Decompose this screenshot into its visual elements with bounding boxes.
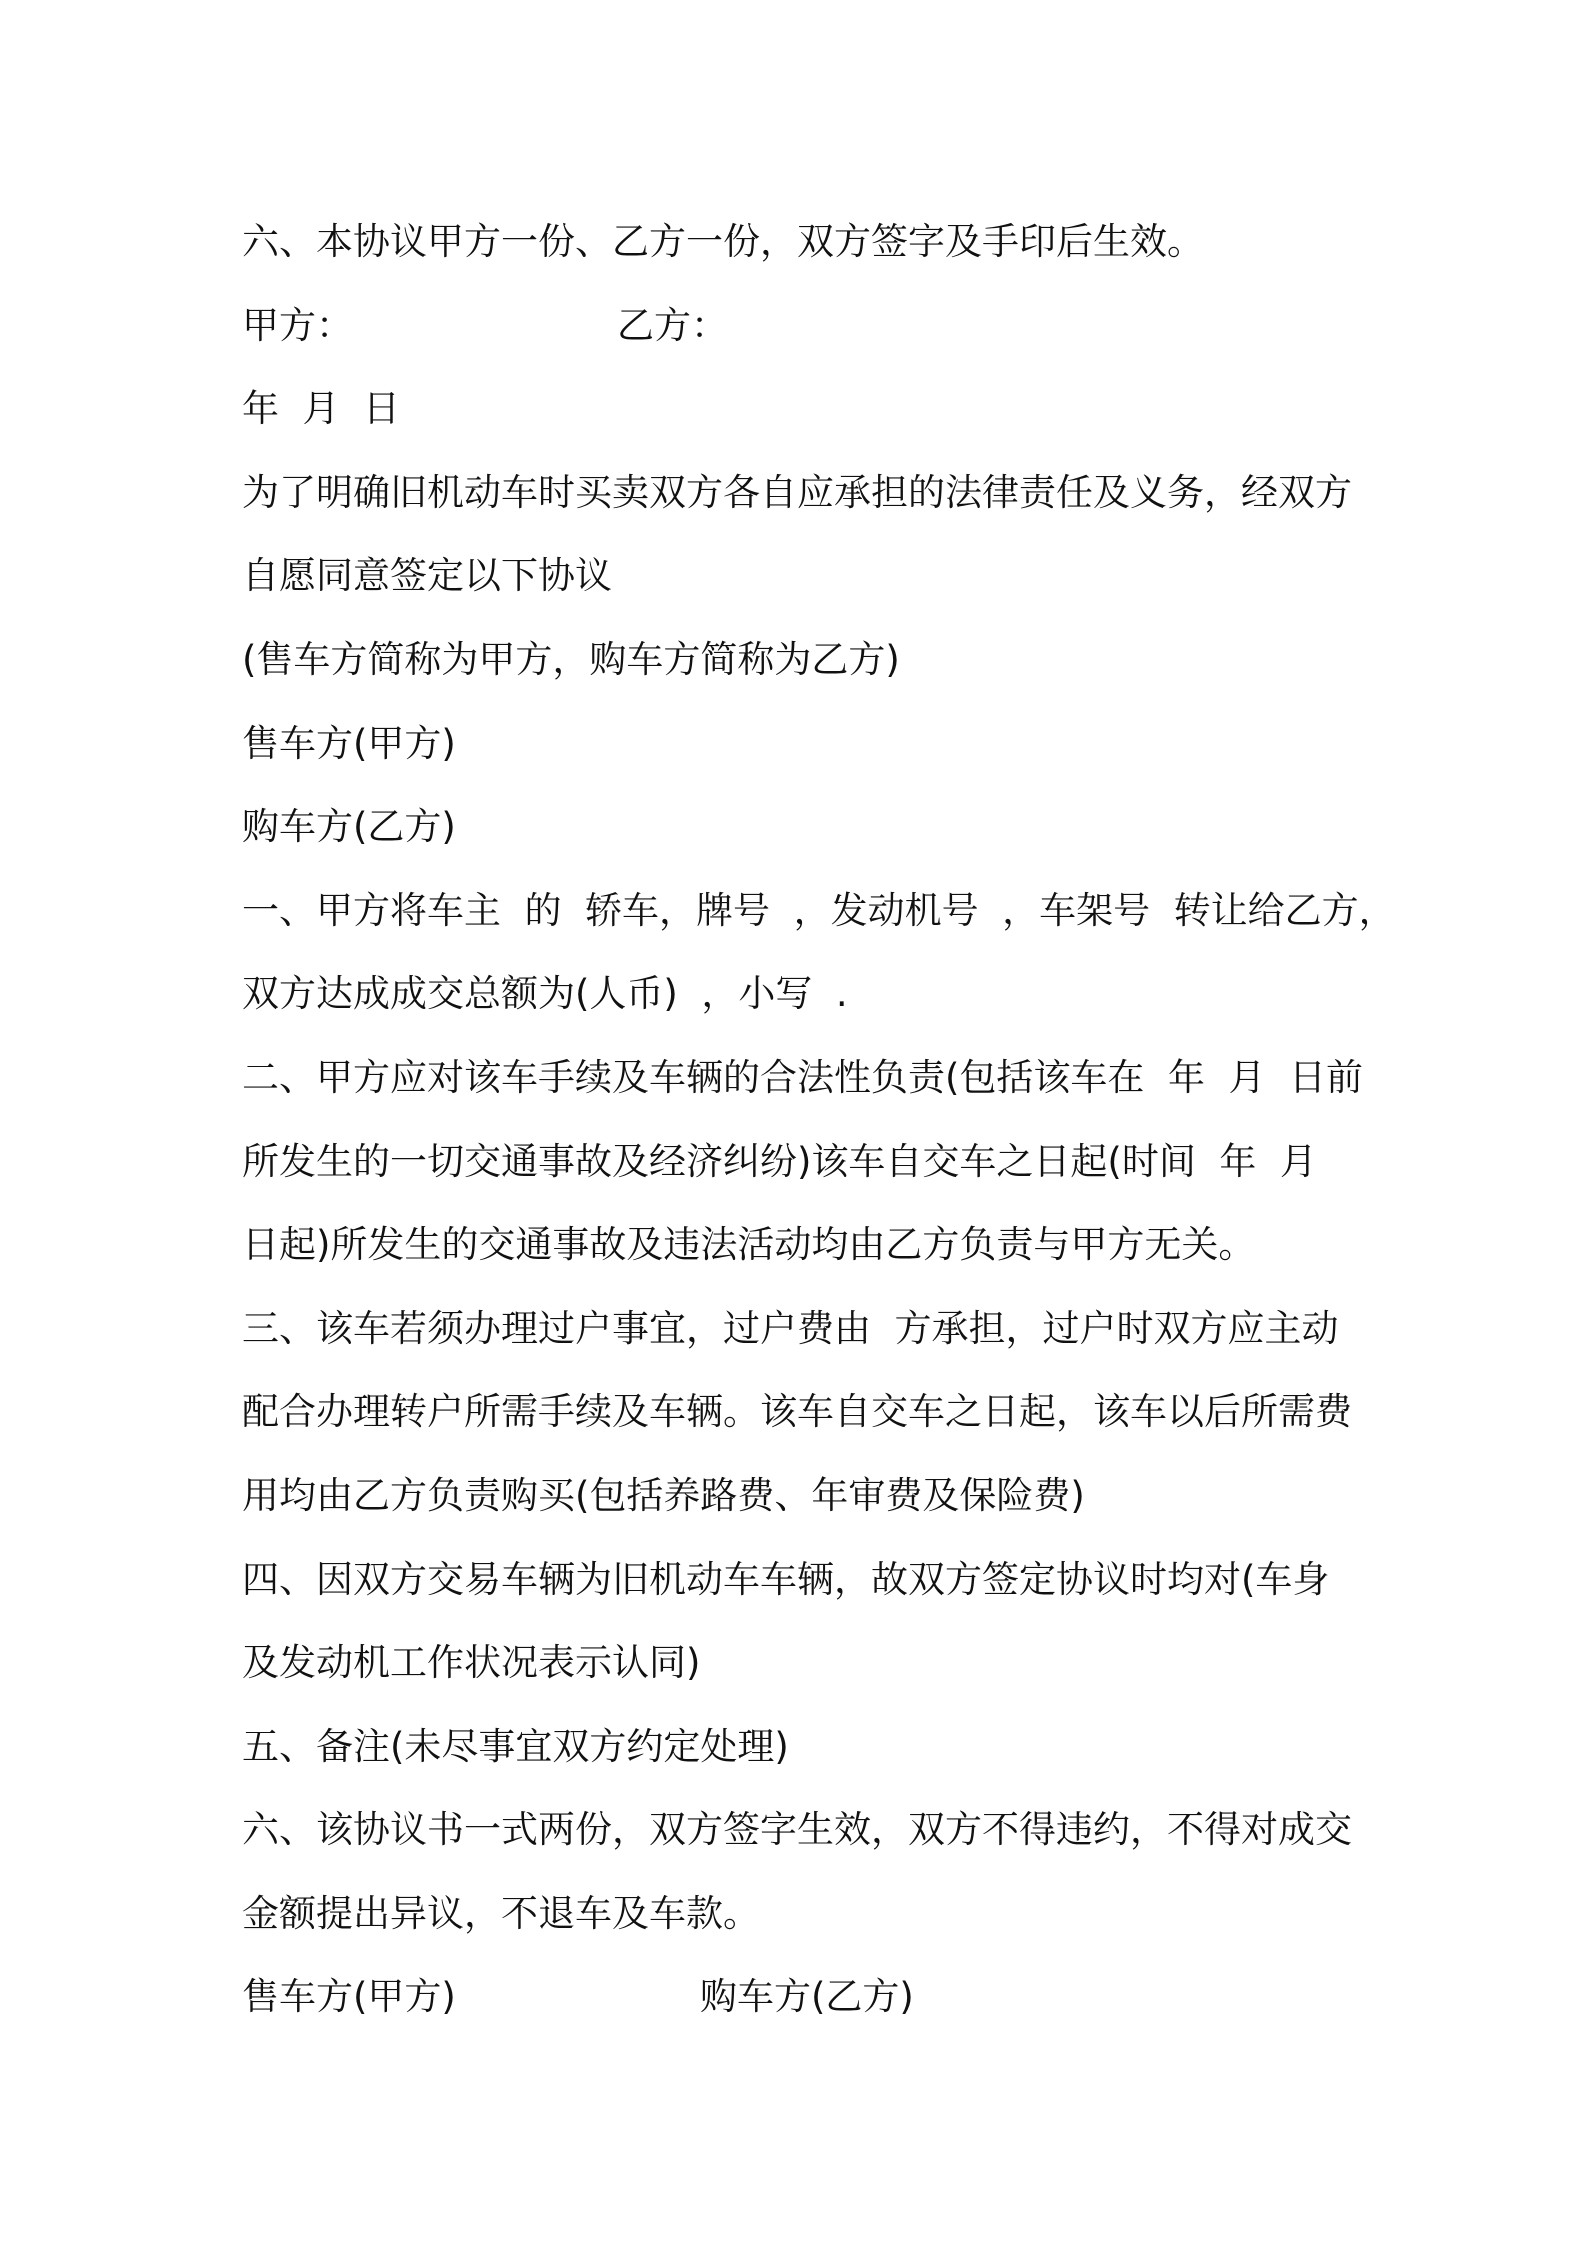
signature-row-bottom (242, 1955, 1362, 2039)
party-a-signature-label: 甲方： (242, 303, 353, 347)
clause-4-line-2: 及发动机工作状况表示认同) (242, 1641, 701, 1685)
clause-6-line-1: 六、该协议书一式两份，双方签字生效，双方不得违约，不得对成交 (242, 1808, 1352, 1852)
seller-label: 售车方(甲方) (242, 721, 456, 765)
clause-6-top: 六、本协议甲方一份、乙方一份，双方签字及手印后生效。 (242, 220, 1204, 263)
clause-3-line-3: 用均由乙方负责购买(包括养路费、年审费及保险费) (242, 1473, 1085, 1517)
clause-1-line-2: 双方达成成交总额为(人币) ，小写 . (242, 972, 848, 1016)
clause-2-line-3: 日起)所发生的交通事故及违法活动均由乙方负责与甲方无关。 (242, 1223, 1256, 1267)
document-body (242, 200, 1396, 2039)
clause-5: 五、备注(未尽事宜双方约定处理) (242, 1724, 789, 1768)
party-b-signature-label: 乙方： (617, 303, 728, 347)
abbreviation-note: (售车方简称为甲方，购车方简称为乙方) (242, 637, 900, 681)
signature-row-top (242, 284, 1362, 368)
clause-4-line-1: 四、因双方交易车辆为旧机动车车辆，故双方签定协议时均对(车身 (242, 1557, 1330, 1601)
clause-6-line-2: 金额提出异议，不退车及车款。 (242, 1891, 760, 1935)
clause-3-line-1: 三、该车若须办理过户事宜，过户费由 方承担，过户时双方应主动 (242, 1306, 1339, 1350)
date-line: 年 月 日 (242, 387, 401, 431)
final-seller-label: 售车方(甲方) (242, 1975, 456, 2019)
clause-3-line-2: 配合办理转户所需手续及车辆。该车自交车之日起，该车以后所需费 (242, 1390, 1352, 1434)
clause-1-line-1: 一、甲方将车主 的 轿车，牌号 ，发动机号 ，车架号 转让给乙方， (242, 888, 1396, 932)
buyer-label: 购车方(乙方) (242, 805, 456, 849)
final-buyer-label: 购车方(乙方) (700, 1975, 914, 2019)
intro-line-1: 为了明确旧机动车时买卖双方各自应承担的法律责任及义务，经双方 (242, 470, 1352, 514)
clause-2-line-1: 二、甲方应对该车手续及车辆的合法性负责(包括该车在 年 月 日前 (242, 1055, 1364, 1099)
intro-line-2: 自愿同意签定以下协议 (242, 554, 612, 598)
clause-2-line-2: 所发生的一切交通事故及经济纠纷)该车自交车之日起(时间 年 月 (242, 1139, 1317, 1183)
